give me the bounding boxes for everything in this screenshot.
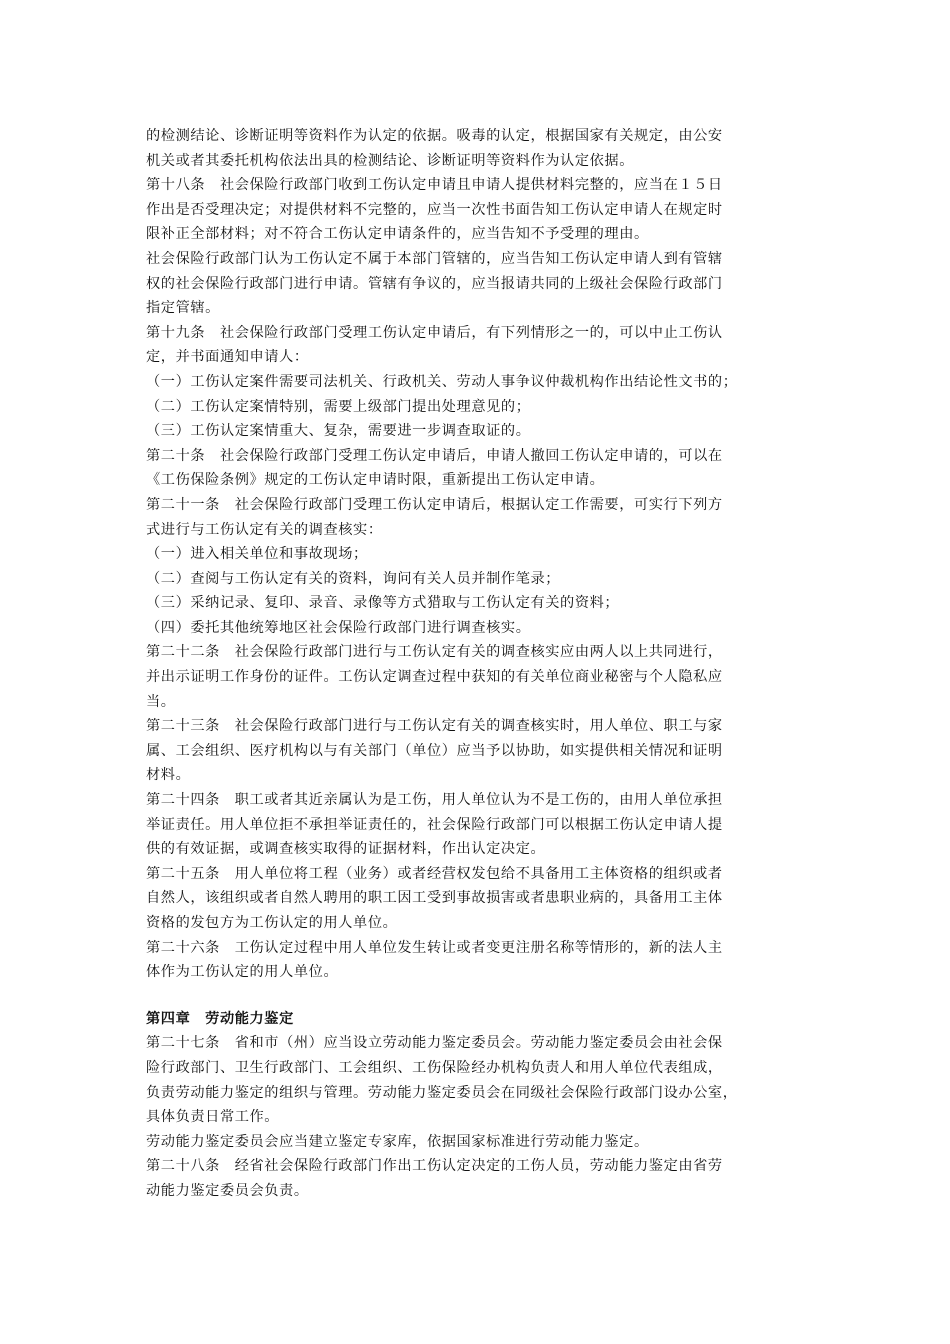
text-line: 资格的发包方为工伤认定的用人单位。 bbox=[146, 915, 398, 931]
chapter-heading: 第四章 劳动能力鉴定 bbox=[146, 1010, 294, 1027]
document-body bbox=[146, 124, 810, 1204]
text-line: 第二十六条 工伤认定过程中用人单位发生转让或者变更注册名称等情形的，新的法人主 bbox=[146, 939, 723, 956]
text-line: 属、工会组织、医疗机构以与有关部门（单位）应当予以协助，如实提供相关情况和证明 bbox=[146, 742, 723, 759]
text-line: 指定管辖。 bbox=[146, 300, 220, 317]
chapter-four-text bbox=[146, 1031, 810, 1203]
text-line: 第二十四条 职工或者其近亲属认为是工伤，用人单位认为不是工伤的，由用人单位承担 bbox=[146, 792, 723, 809]
text-line: 第二十七条 省和市（州）应当设立劳动能力鉴定委员会。劳动能力鉴定委员会由社会保 bbox=[146, 1035, 723, 1052]
text-line: 劳动能力鉴定委员会应当建立鉴定专家库，依据国家标准进行劳动能力鉴定。 bbox=[146, 1133, 649, 1150]
text-line: 《工伤保险条例》规定的工伤认定申请时限，重新提出工伤认定申请。 bbox=[146, 472, 605, 489]
text-line: 第十九条 社会保险行政部门受理工伤认定申请后，有下列情形之一的，可以中止工伤认 bbox=[146, 324, 723, 341]
text-line: 负责劳动能力鉴定的组织与管理。劳动能力鉴定委员会在同级社会保险行政部门设办公室， bbox=[146, 1084, 738, 1101]
text-line: 权的社会保险行政部门进行申请。管辖有争议的，应当报请共同的上级社会保险行政部门 bbox=[146, 275, 723, 292]
text-line: 并出示证明工作身份的证件。工伤认定调查过程中获知的有关单位商业秘密与个人隐私应 bbox=[146, 669, 723, 686]
text-line: 的检测结论、诊断证明等资料作为认定的依据。吸毒的认定，根据国家有关规定，由公安 bbox=[146, 128, 723, 144]
text-line: 第二十五条 用人单位将工程（业务）或者经营权发包给不具备用工主体资格的组织或者 bbox=[146, 865, 723, 882]
text-line: 限补正全部材料；对不符合工伤认定申请条件的，应当告知不予受理的理由。 bbox=[146, 226, 649, 243]
text-line: 第十八条 社会保险行政部门收到工伤认定申请且申请人提供材料完整的，应当在１５日 bbox=[146, 177, 723, 194]
text-line: 式进行与工伤认定有关的调查核实： bbox=[146, 521, 383, 538]
text-line: 作出是否受理决定；对提供材料不完整的，应当一次性书面告知工伤认定申请人在规定时 bbox=[146, 201, 723, 218]
text-line: 第二十一条 社会保险行政部门受理工伤认定申请后，根据认定工作需要，可实行下列方 bbox=[146, 496, 723, 513]
text-line: （二）工伤认定案情特别，需要上级部门提出处理意见的； bbox=[146, 398, 531, 415]
text-line: 举证责任。用人单位拒不承担举证责任的，社会保险行政部门可以根据工伤认定申请人提 bbox=[146, 816, 723, 833]
text-line: 定，并书面通知申请人： bbox=[146, 349, 309, 366]
text-line: 第二十八条 经省社会保险行政部门作出工伤认定决定的工伤人员，劳动能力鉴定由省劳 bbox=[146, 1158, 723, 1175]
text-line: 材料。 bbox=[146, 767, 191, 784]
text-line: （三）采纳记录、复印、录音、录像等方式猎取与工伤认定有关的资料； bbox=[146, 595, 620, 612]
text-line: 具体负责日常工作。 bbox=[146, 1109, 280, 1126]
text-line: 机关或者其委托机构依法出具的检测结论、诊断证明等资料作为认定依据。 bbox=[146, 152, 634, 169]
text-line: 险行政部门、卫生行政部门、工会组织、工伤保险经办机构负责人和用人单位代表组成， bbox=[146, 1059, 723, 1076]
text-line: 动能力鉴定委员会负责。 bbox=[146, 1182, 309, 1199]
text-line: 社会保险行政部门认为工伤认定不属于本部门管辖的，应当告知工伤认定申请人到有管辖 bbox=[146, 250, 723, 267]
text-line: 自然人，该组织或者自然人聘用的职工因工受到事故损害或者患职业病的，具备用工主体 bbox=[146, 890, 723, 907]
regulation-text-section bbox=[146, 124, 810, 985]
text-line: （一）进入相关单位和事故现场； bbox=[146, 546, 368, 563]
text-line: （二）查阅与工伤认定有关的资料，询问有关人员并制作笔录； bbox=[146, 570, 561, 587]
text-line: （四）委托其他统筹地区社会保险行政部门进行调查核实。 bbox=[146, 619, 531, 636]
text-line: 第二十二条 社会保险行政部门进行与工伤认定有关的调查核实应由两人以上共同进行， bbox=[146, 644, 723, 661]
text-line: 第二十三条 社会保险行政部门进行与工伤认定有关的调查核实时，用人单位、职工与家 bbox=[146, 718, 723, 735]
text-line: 供的有效证据，或调查核实取得的证据材料，作出认定决定。 bbox=[146, 841, 546, 858]
text-line: （一）工伤认定案件需要司法机关、行政机关、劳动人事争议仲裁机构作出结论性文书的； bbox=[146, 373, 738, 390]
text-line: 第二十条 社会保险行政部门受理工伤认定申请后，申请人撤回工伤认定申请的，可以在 bbox=[146, 447, 723, 464]
text-line: 当。 bbox=[146, 693, 176, 710]
section-gap bbox=[146, 985, 810, 1007]
text-line: （三）工伤认定案情重大、复杂，需要进一步调查取证的。 bbox=[146, 423, 531, 440]
text-line: 体作为工伤认定的用人单位。 bbox=[146, 964, 339, 981]
